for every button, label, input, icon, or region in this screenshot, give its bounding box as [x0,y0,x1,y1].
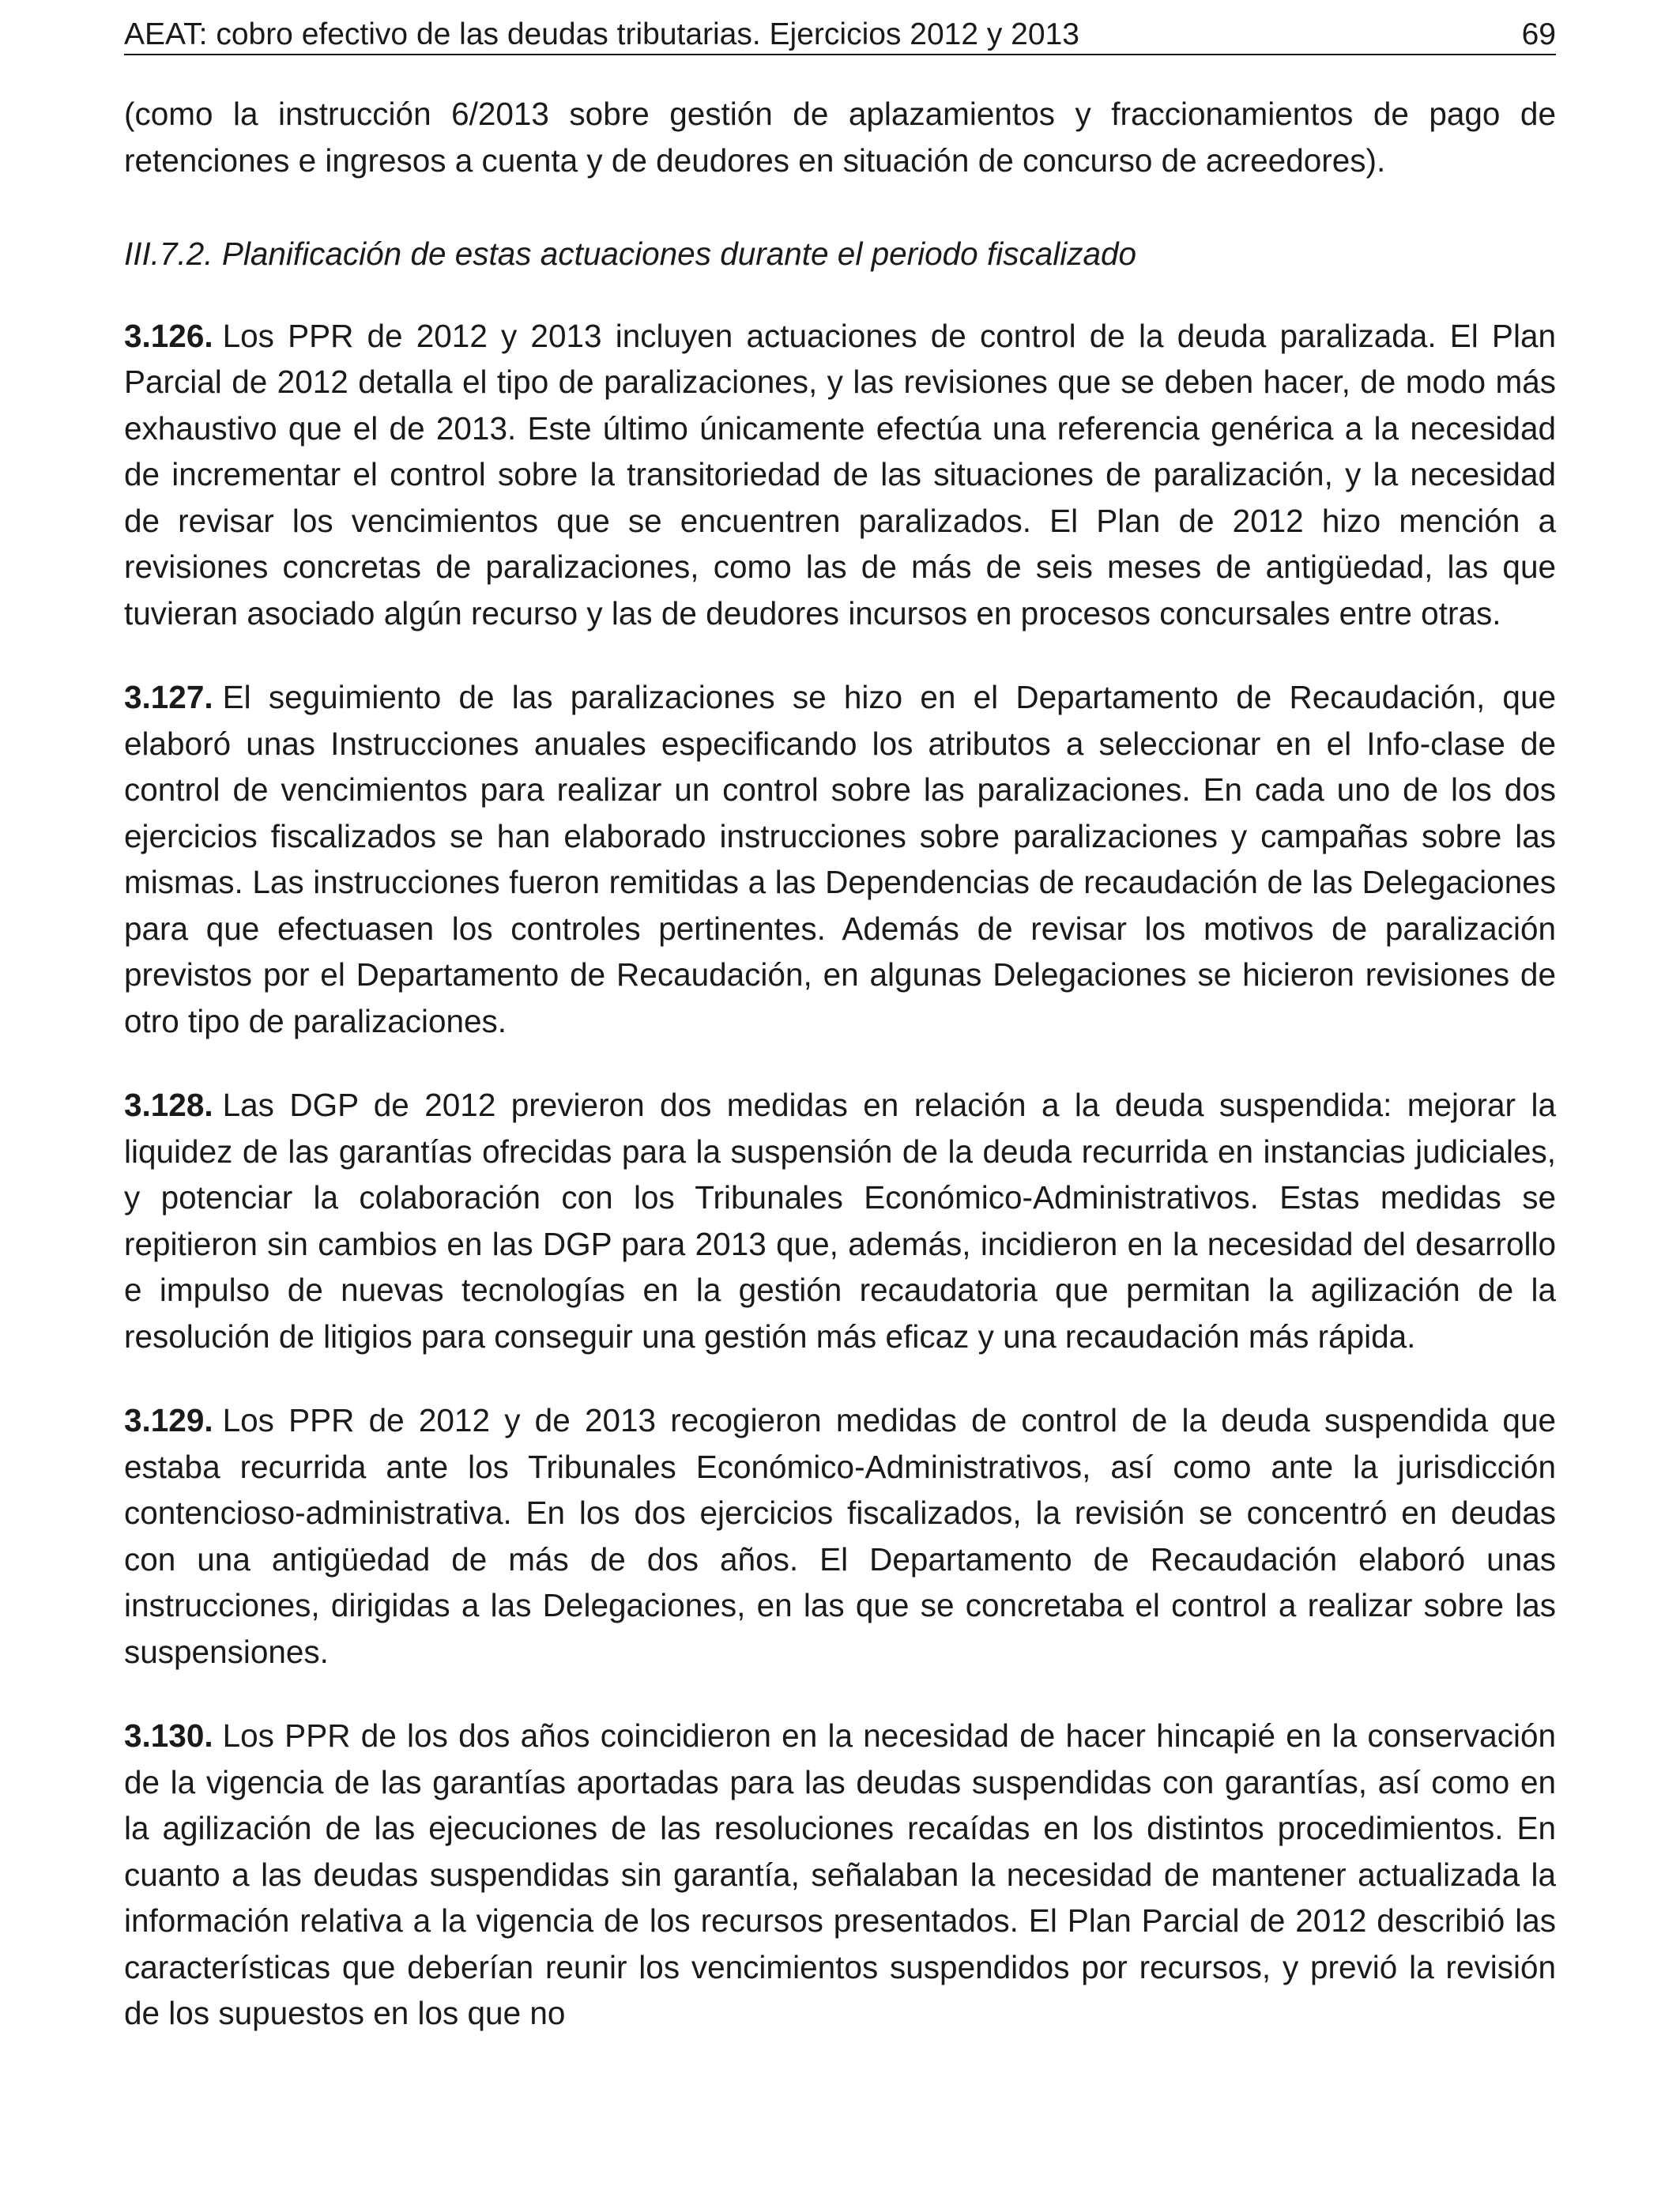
paragraph-3-129 [124,1397,1556,1675]
paragraph-text: Los PPR de los dos años coincidieron en la necesidad de hacer hincapié en la conservación de la vigencia de las garantías aportadas para las deudas suspendidas con garantías, así como en la agilización de las ejecuciones de las resoluciones recaídas en los distintos procedimientos. En cuanto a las deudas suspendidas sin garantía, señalaban la necesidad de mantener actualizada la información relativa a la vigencia de los recursos presentados. El Plan Parcial de 2012 describió las características que deberían reunir los vencimientos suspendidos por recursos, y previó la revisión de los supuestos en los que no [124,1717,1556,2031]
paragraph-text: Los PPR de 2012 y de 2013 recogieron medidas de control de la deuda suspendida que estaba recurrida ante los Tribunales Económico-Administrativos, así como ante la jurisdicción contencioso-administrativa. En los dos ejercicios fiscalizados, la revisión se concentró en deudas con una antigüedad de más de dos años. El Departamento de Recaudación elaboró unas instrucciones, dirigidas a las Delegaciones, en las que se concretaba el control a realizar sobre las suspensiones. [124,1402,1556,1670]
running-header [124,16,1556,55]
paragraph-3-130 [124,1713,1556,2037]
document-page [124,0,1556,2037]
paragraph-text: Los PPR de 2012 y 2013 incluyen actuaciones de control de la deuda paralizada. El Plan Parcial de 2012 detalla el tipo de paralizaciones, y las revisiones que se deben hacer, de modo más exhaustivo que el de 2013. Este último únicamente efectúa una referencia genérica a la necesidad de incrementar el control sobre la transitoriedad de las situaciones de paralización, y la necesidad de revisar los vencimientos que se encuentren paralizados. El Plan de 2012 hizo mención a revisiones concretas de paralizaciones, como las de más de seis meses de antigüedad, las que tuvieran asociado algún recurso y las de deudores incursos en procesos concursales entre otras. [124,317,1556,631]
section-heading: III.7.2. Planificación de estas actuaciones durante el periodo fiscalizado [124,236,1137,272]
paragraph-3-128 [124,1082,1556,1359]
paragraph-number: 3.129. [124,1402,213,1438]
paragraph-text: El seguimiento de las paralizaciones se hizo en el Departamento de Recaudación, que elaboró unas Instrucciones anuales especificando los atributos a seleccionar en el Info-clase de control de vencimientos para realizar un control sobre las paralizaciones. En cada uno de los dos ejercicios fiscalizados se han elaborado instrucciones sobre paralizaciones y campañas sobre las mismas. Las instrucciones fueron remitidas a las Dependencias de recaudación de las Delegaciones para que efectuasen los controles pertinentes. Además de revisar los motivos de paralización previstos por el Departamento de Recaudación, en algunas Delegaciones se hicieron revisiones de otro tipo de paralizaciones. [124,679,1556,1039]
header-title: AEAT: cobro efectivo de las deudas tributarias. Ejercicios 2012 y 2013 [124,17,1079,51]
paragraph-3-127 [124,674,1556,1044]
paragraph-number: 3.126. [124,317,213,354]
page-number: 69 [1521,17,1556,51]
paragraph-number: 3.130. [124,1717,213,1754]
paragraph-3-126 [124,313,1556,637]
paragraph-number: 3.128. [124,1087,213,1123]
intro-paragraph: (como la instrucción 6/2013 sobre gestión de aplazamientos y fraccionamientos de pago de retenciones e ingresos a cuenta y de deudores en situación de concurso de acreedores). [124,96,1556,179]
paragraph-text: Las DGP de 2012 previeron dos medidas en relación a la deuda suspendida: mejorar la liquidez de las garantías ofrecidas para la suspensión de la deuda recurrida en instancias judiciales, y potenciar la colaboración con los Tribunales Económico-Administrativos. Estas medidas se repitieron sin cambios en las DGP para 2013 que, además, incidieron en la necesidad del desarrollo e impulso de nuevas tecnologías en la gestión recaudatoria que permitan la agilización de la resolución de litigios para conseguir una gestión más eficaz y una recaudación más rápida. [124,1087,1556,1355]
paragraph-number: 3.127. [124,679,213,715]
